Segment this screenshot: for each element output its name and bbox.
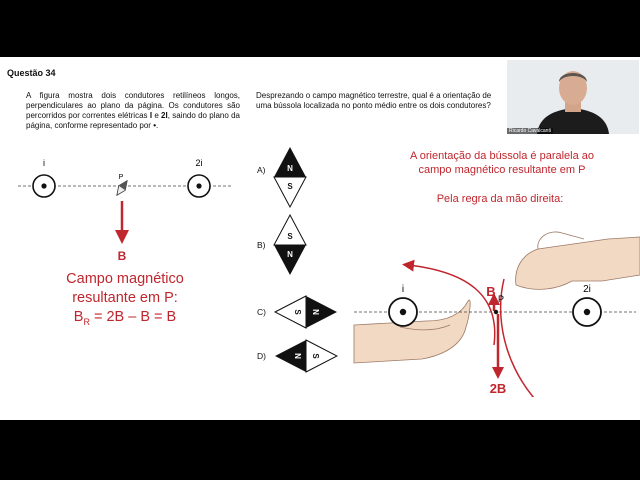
left-figure: [0, 152, 250, 262]
question-title: Questão 34: [7, 68, 56, 78]
left-label-i: i: [43, 158, 45, 168]
right-hand-rule-note: Pela regra da mão direita:: [436, 193, 564, 205]
right-conductor-i: [389, 298, 417, 326]
option-d-right: S: [311, 353, 320, 359]
option-b-compass[interactable]: [273, 214, 307, 276]
question-text: A figura mostra dois condutores retilíneos longos, perpendiculares ao plano da página. Os condutores são percorridos por correntes elétricas I e 2I, saindo do plano da página, conforme representado por •.: [26, 91, 240, 130]
option-d-left: N: [293, 353, 302, 359]
resultant-field-annotation: Campo magnético resultante em P: $B_R = 2B - B = B$: [30, 270, 220, 332]
right-conductor-2i: [573, 298, 601, 326]
vector-b-label: B: [486, 284, 496, 299]
option-b-top: S: [287, 232, 293, 241]
resultant-field-arrow: [115, 201, 129, 244]
option-a-compass[interactable]: [273, 146, 307, 208]
webcam-overlay: [507, 60, 639, 134]
left-label-p: P: [118, 174, 124, 181]
option-c-label[interactable]: C): [257, 307, 266, 317]
orientation-note: A orientação da bússola é paralela ao campo magnético resultante em P: [409, 150, 595, 176]
presenter-video: [507, 60, 639, 134]
option-d-compass[interactable]: [274, 339, 338, 373]
option-a-top: N: [287, 164, 293, 173]
right-figure: [340, 197, 640, 397]
right-label-p: P: [498, 294, 505, 304]
right-label-i: i: [401, 284, 405, 295]
conductor-2i: [188, 175, 210, 197]
option-c-left: S: [293, 309, 302, 315]
option-a-label[interactable]: A): [257, 165, 266, 175]
slide: [0, 57, 640, 420]
option-b-label[interactable]: B): [257, 240, 266, 250]
small-compass-icon: [114, 178, 131, 197]
vector-2b-label: 2B: [489, 381, 507, 396]
option-c-right: N: [311, 309, 320, 315]
vector-label-b: B: [117, 249, 127, 262]
option-a-bottom: S: [287, 182, 293, 191]
resultant-formula: $B_R = 2B - B = B$: [73, 309, 177, 327]
option-b-bottom: N: [287, 250, 293, 259]
presenter-name: Ricardo Cavalcanti: [509, 128, 551, 134]
option-d-label[interactable]: D): [257, 351, 266, 361]
point-p-dot: [494, 310, 498, 314]
right-hand-upper-icon: [516, 232, 640, 289]
option-c-compass[interactable]: [274, 295, 338, 329]
right-label-2i: 2i: [583, 284, 591, 295]
left-label-2i: 2i: [195, 158, 203, 168]
field-line-2i: [501, 279, 585, 397]
question-prompt: Desprezando o campo magnético terrestre, qual é a orientação de uma bússola localizada no ponto médio entre os dois condutores?: [256, 91, 492, 110]
conductor-i: [33, 175, 55, 197]
